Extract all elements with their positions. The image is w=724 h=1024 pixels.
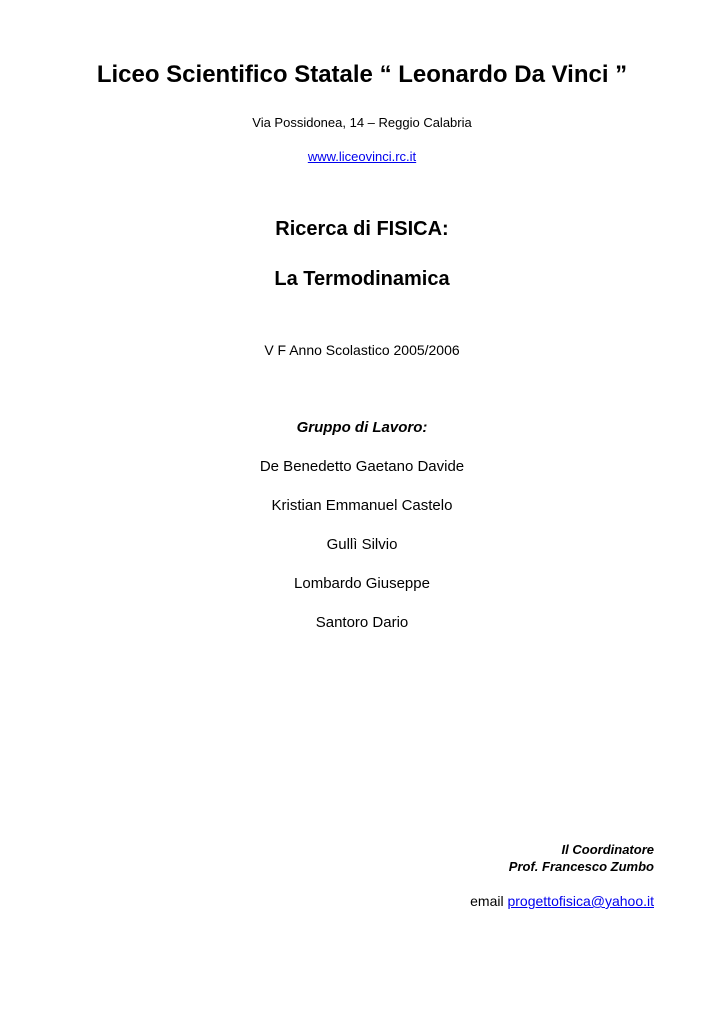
research-title: Ricerca di FISICA: bbox=[275, 218, 449, 240]
email-line bbox=[470, 893, 654, 909]
email-link[interactable]: progettofisica@yahoo.it bbox=[507, 893, 654, 909]
coordinator-block bbox=[509, 841, 654, 875]
group-member: Gullì Silvio bbox=[326, 536, 398, 553]
coordinator-name: Prof. Francesco Zumbo bbox=[508, 859, 654, 874]
subject-title: La Termodinamica bbox=[274, 268, 450, 290]
group-member: De Benedetto Gaetano Davide bbox=[259, 458, 465, 475]
group-heading: Gruppo di Lavoro: bbox=[296, 419, 428, 436]
website-link[interactable]: www.liceovinci.rc.it bbox=[307, 149, 417, 164]
email-label: email bbox=[470, 893, 508, 909]
school-title: Liceo Scientifico Statale “ Leonardo Da Vinci ” bbox=[96, 61, 628, 88]
school-address: Via Possidonea, 14 – Reggio Calabria bbox=[252, 115, 472, 130]
group-member: Santoro Dario bbox=[315, 614, 409, 631]
coordinator-role: Il Coordinatore bbox=[561, 842, 654, 857]
group-member: Kristian Emmanuel Castelo bbox=[271, 497, 453, 514]
group-member: Lombardo Giuseppe bbox=[294, 575, 430, 592]
school-year: V F Anno Scolastico 2005/2006 bbox=[264, 342, 460, 358]
